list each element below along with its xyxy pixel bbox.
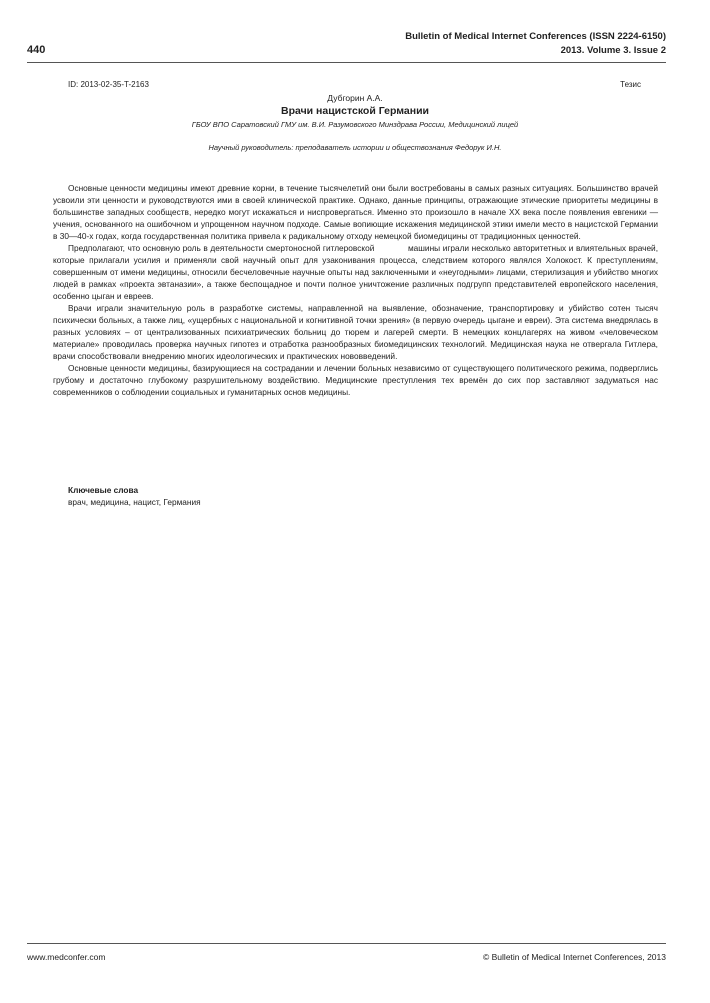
page-header xyxy=(0,0,710,70)
keywords-title: Ключевые слова xyxy=(68,485,139,495)
article-title: Врачи нацистской Германии xyxy=(281,105,429,117)
keywords-section xyxy=(68,484,201,508)
article-type: Тезис xyxy=(620,80,641,89)
affiliation: ГБОУ ВПО Саратовский ГМУ им. В.И. Разумовского Минздрава России, Медицинский лицей xyxy=(191,120,519,129)
paragraph: Предполагают, что основную роль в деятельности смертоносной гитлеровской машины играли несколько авторитетных и влиятельных врачей, которые прилагали усилия и применяли свой научный опыт для узаконивания процесса, следствием которого являлся Холокост. К преступлениям, совершенным от имени медицины, относили бесчеловечные научные опыты над заключенными и «неугодными» лицами, стерилизация и убийство многих людей в рамках «проекта эвтаназии», а также беспощадное и почти полное уничтожение различных подгрупп представителей европейского населения, особенно цыган и евреев. xyxy=(53,243,661,301)
footer-website[interactable]: www.medconfer.com xyxy=(27,952,106,962)
page-number: 440 xyxy=(27,44,46,56)
article-body xyxy=(53,182,661,398)
keywords-list: врач, медицина, нацист, Германия xyxy=(68,497,201,507)
header-divider xyxy=(27,62,666,63)
article-id: ID: 2013-02-35-T-2163 xyxy=(68,80,149,89)
paragraph: Врачи играли значительную роль в разработке системы, направленной на выявление, обозначение, транспортировку и убийство сотен тысяч психически больных, а также лиц, «ущербных с национальной и когнитивной точки зрения» (в первую очередь цыгане и евреи). Эта система внедрялась в разных условиях – от централизованных психиатрических больниц до тюрем и лагерей смерти. В немецких концлагерях на живом «человеческом материале» проводилась проверка научных гипотез и отработка разнообразных биомедицинских технологий. Медицинская наука не отвергала Гитлера, врачи способствовали внедрению многих идеологических и практических нововведений. xyxy=(53,303,658,361)
paragraph: Основные ценности медицины, базирующиеся на сострадании и лечении больных независимо от существующего политического режима, подверглись грубому и достаточно глубокому разрушительному воздействию. Медицинские преступления тех времён до сих пор заставляют задуматься нас современников о соблюдении социальных и гуманитарных основ медицины. xyxy=(53,363,658,397)
journal-info xyxy=(405,30,666,58)
author: Дубгорин А.А. xyxy=(327,93,383,103)
paragraph: Основные ценности медицины имеют древние корни, в течение тысячелетий они были востребованы в самых разных ситуациях. Большинство врачей усвоили эти ценности и руководствуются ими в своей клинической практике. Однако, данные принципы, отражающие этические приоритеты медицины в большинстве западных сообществ, нередко могут искажаться и ниспровергаться. Именно это произошло в начале XX века после появления евгеники — учения, основанного на ошибочном и упрощенном научном подходе. Самые вопиющие искажения медицинской этики имели место в нацистской Германии в 30—40-х годах, когда государственная политика привела к радикальному отходу немецкой биомедицины от традиционных ценностей. xyxy=(53,183,658,241)
journal-title: Bulletin of Medical Internet Conferences (ISSN 2224-6150) xyxy=(405,31,666,42)
footer-copyright: © Bulletin of Medical Internet Conferences, 2013 xyxy=(483,952,666,962)
footer-divider xyxy=(27,943,666,944)
journal-issue: 2013. Volume 3. Issue 2 xyxy=(560,45,666,56)
advisor: Научный руководитель: преподаватель истории и обществознания Федорук И.Н. xyxy=(208,143,502,152)
